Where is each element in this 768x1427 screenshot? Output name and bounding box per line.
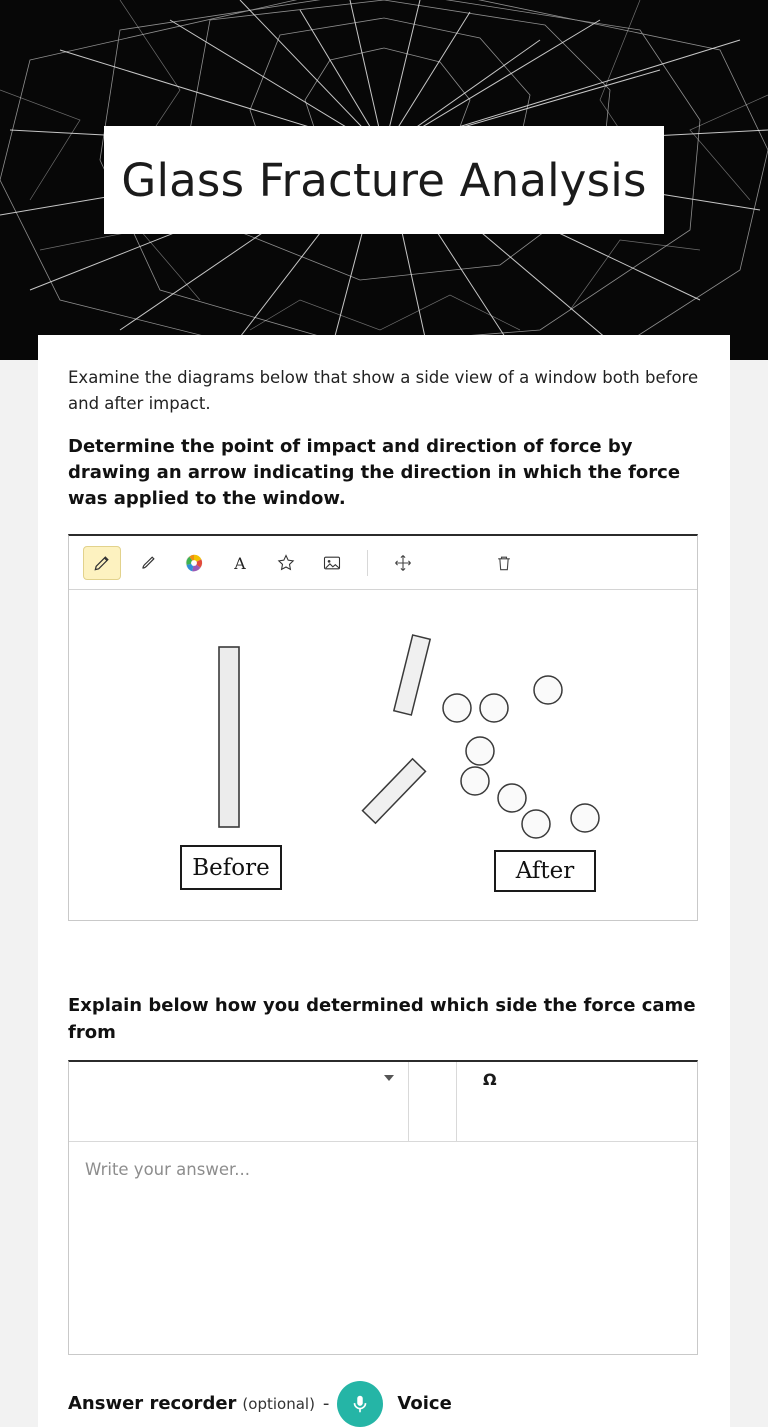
font-family-value	[407, 1075, 408, 1076]
voice-label: Voice	[397, 1393, 452, 1415]
intro-text: Examine the diagrams below that show a side view of a window both before and after impact.	[68, 368, 699, 413]
text-glyph	[230, 553, 250, 573]
brush-icon[interactable]	[129, 546, 167, 580]
color-wheel-glyph	[183, 552, 205, 574]
answer-input[interactable]: Write your answer...	[85, 1159, 250, 1179]
content-card	[38, 335, 730, 1427]
recorder-dash: -	[322, 1393, 330, 1415]
drawing-canvas[interactable]	[69, 590, 697, 920]
answer-recorder-label: Answer recorder	[68, 1393, 237, 1415]
font-size-select[interactable]	[409, 1062, 457, 1141]
image-glyph	[322, 553, 342, 573]
brush-glyph	[138, 553, 158, 573]
hero-title-box	[104, 126, 664, 234]
microphone-glyph	[349, 1393, 371, 1415]
star-glyph	[276, 553, 296, 573]
diagram-svg	[69, 590, 697, 920]
answer-recorder-row	[68, 1381, 700, 1427]
drawing-toolbar	[69, 536, 697, 590]
color-wheel-icon[interactable]	[175, 546, 213, 580]
toolbar-divider	[367, 550, 368, 576]
chevron-down-icon	[384, 1075, 394, 1081]
move-icon[interactable]	[384, 546, 422, 580]
hero-banner	[0, 0, 768, 360]
pencil-glyph	[92, 553, 112, 573]
trash-icon[interactable]	[485, 546, 523, 580]
pencil-icon[interactable]	[83, 546, 121, 580]
text-icon[interactable]	[221, 546, 259, 580]
answer-recorder-optional: (optional)	[242, 1394, 315, 1413]
move-glyph	[393, 553, 413, 573]
label-before: Before	[180, 845, 282, 890]
prompt-text: Determine the point of impact and direction of force by drawing an arrow indicating the direction in which the force was applied to the window.	[68, 436, 681, 510]
rich-text-editor	[68, 1060, 698, 1355]
shape-star-icon[interactable]	[267, 546, 305, 580]
drawing-widget	[68, 534, 698, 921]
image-icon[interactable]	[313, 546, 351, 580]
trash-glyph	[494, 553, 514, 573]
special-character-button[interactable]	[457, 1062, 697, 1141]
font-size-value	[409, 1062, 410, 1063]
svg-text:A: A	[234, 553, 246, 573]
editor-toolbar	[69, 1062, 697, 1142]
font-family-select[interactable]	[69, 1062, 409, 1141]
microphone-icon[interactable]	[337, 1381, 383, 1427]
omega-icon: Ω	[483, 1069, 497, 1089]
page-title: Glass Fracture Analysis	[121, 153, 647, 207]
label-after: After	[494, 850, 596, 892]
explain-heading: Explain below how you determined which side the force came from	[68, 995, 696, 1043]
